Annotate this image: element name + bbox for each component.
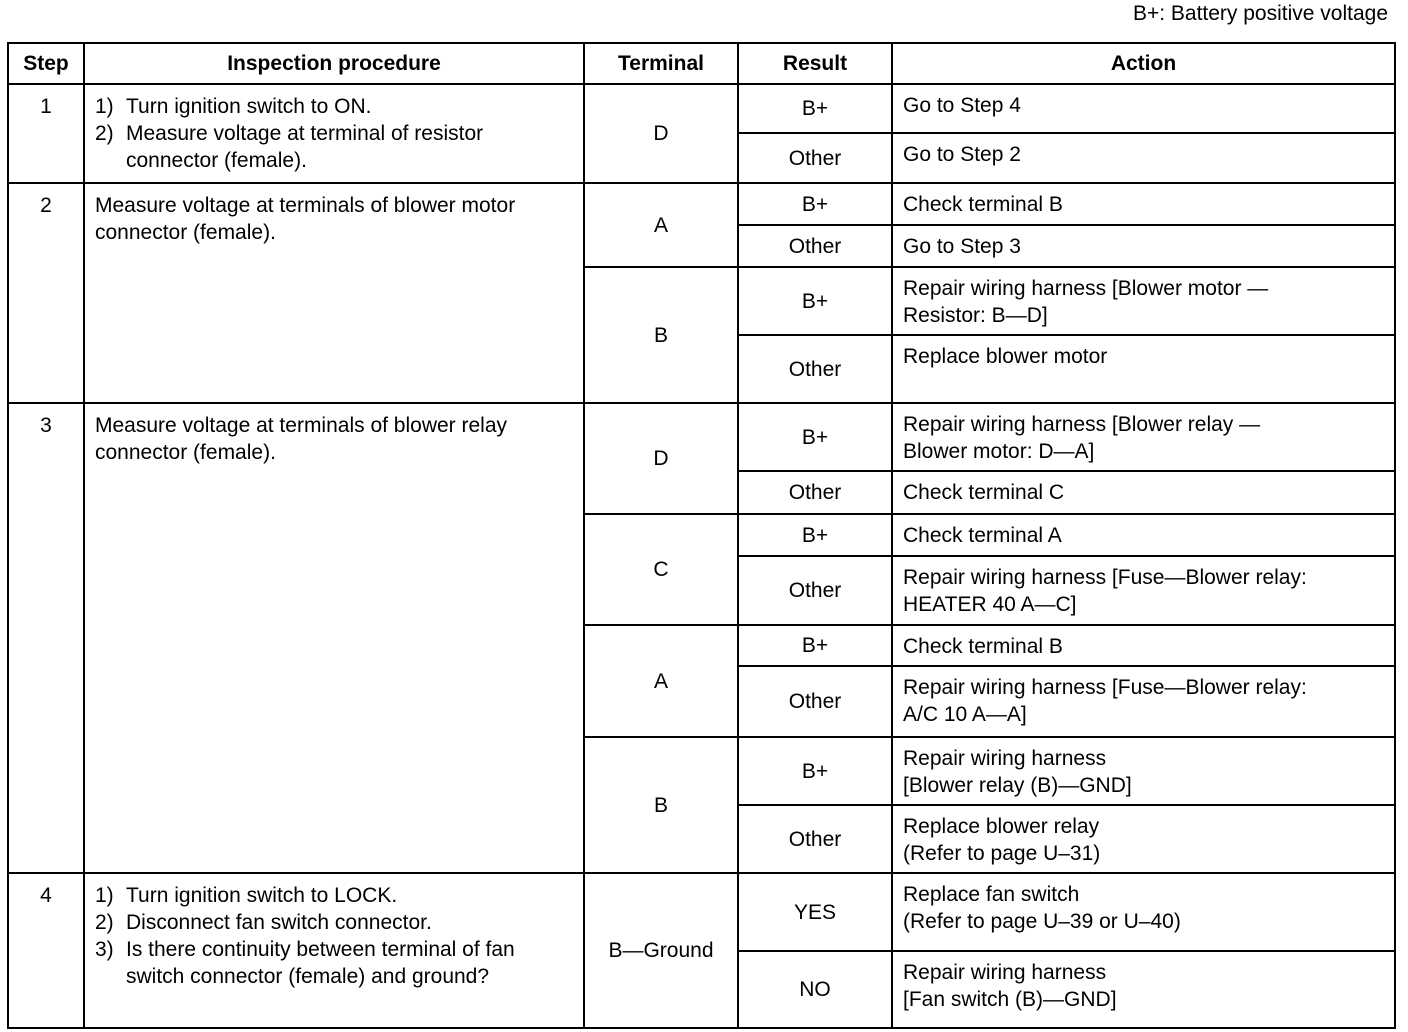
result-cell: B+ (738, 403, 892, 471)
result-cell: B+ (738, 183, 892, 225)
terminal-cell: B (584, 737, 738, 873)
legend-note: B+: Battery positive voltage (1132, 2, 1388, 25)
result-cell: Other (738, 133, 892, 183)
header-action: Action (892, 43, 1395, 84)
result-cell: Other (738, 471, 892, 514)
result-cell: B+ (738, 514, 892, 556)
action-cell: Replace blower relay (Refer to page U–31) (892, 805, 1395, 873)
action-cell: Repair wiring harness [Blower relay (B)—GND] (892, 737, 1395, 805)
terminal-cell: A (584, 625, 738, 737)
step-number: 1 (8, 84, 84, 183)
header-terminal: Terminal (584, 43, 738, 84)
inspection-table (7, 42, 1396, 1029)
action-cell: Check terminal C (892, 471, 1395, 514)
header-row (8, 43, 1395, 84)
terminal-cell: D (584, 403, 738, 514)
header-procedure: Inspection procedure (84, 43, 584, 84)
header-step: Step (8, 43, 84, 84)
terminal-cell: C (584, 514, 738, 625)
action-cell: Go to Step 4 (892, 84, 1395, 133)
action-cell: Repair wiring harness [Fuse—Blower relay: A/C 10 A—A] (892, 666, 1395, 737)
table-row (8, 183, 1395, 225)
procedure-item: 2) Disconnect fan switch connector. (95, 911, 432, 934)
action-cell: Repair wiring harness [Fan switch (B)—GND] (892, 951, 1395, 1028)
action-cell: Repair wiring harness [Fuse—Blower relay: HEATER 40 A—C] (892, 556, 1395, 625)
table-row (8, 403, 1395, 471)
action-cell: Go to Step 3 (892, 225, 1395, 267)
result-cell: Other (738, 805, 892, 873)
result-cell: Other (738, 666, 892, 737)
result-cell: B+ (738, 737, 892, 805)
action-cell: Go to Step 2 (892, 133, 1395, 183)
result-cell: B+ (738, 267, 892, 335)
procedure-item: 3) Is there continuity between terminal of fan switch connector (female) and ground? (95, 938, 515, 988)
header-result: Result (738, 43, 892, 84)
action-cell: Check terminal A (892, 514, 1395, 556)
table-row (8, 84, 1395, 133)
action-cell: Replace fan switch (Refer to page U–39 or U–40) (892, 873, 1395, 951)
terminal-cell: B—Ground (584, 873, 738, 1028)
step-number: 3 (8, 403, 84, 873)
result-cell: B+ (738, 625, 892, 666)
action-cell: Repair wiring harness [Blower motor — Resistor: B—D] (892, 267, 1395, 335)
result-cell: Other (738, 556, 892, 625)
result-cell: Other (738, 335, 892, 403)
terminal-cell: A (584, 183, 738, 267)
procedure-item: 1) Turn ignition switch to ON. (95, 95, 372, 118)
terminal-cell: D (584, 84, 738, 183)
step-number: 4 (8, 873, 84, 1028)
terminal-cell: B (584, 267, 738, 403)
result-cell: YES (738, 873, 892, 951)
result-cell: Other (738, 225, 892, 267)
action-cell: Replace blower motor (892, 335, 1395, 403)
action-cell: Check terminal B (892, 183, 1395, 225)
table-row (8, 873, 1395, 951)
procedure-item: 1) Turn ignition switch to LOCK. (95, 884, 398, 907)
procedure-item: 2) Measure voltage at terminal of resistor connector (female). (95, 122, 484, 172)
result-cell: NO (738, 951, 892, 1028)
procedure-cell: Measure voltage at terminals of blower motor connector (female). (84, 183, 584, 403)
procedure-cell: Measure voltage at terminals of blower relay connector (female). (84, 403, 584, 873)
step-number: 2 (8, 183, 84, 403)
action-cell: Repair wiring harness [Blower relay — Blower motor: D—A] (892, 403, 1395, 471)
action-cell: Check terminal B (892, 625, 1395, 666)
result-cell: B+ (738, 84, 892, 133)
procedure-cell (84, 84, 584, 183)
procedure-cell (84, 873, 584, 1028)
